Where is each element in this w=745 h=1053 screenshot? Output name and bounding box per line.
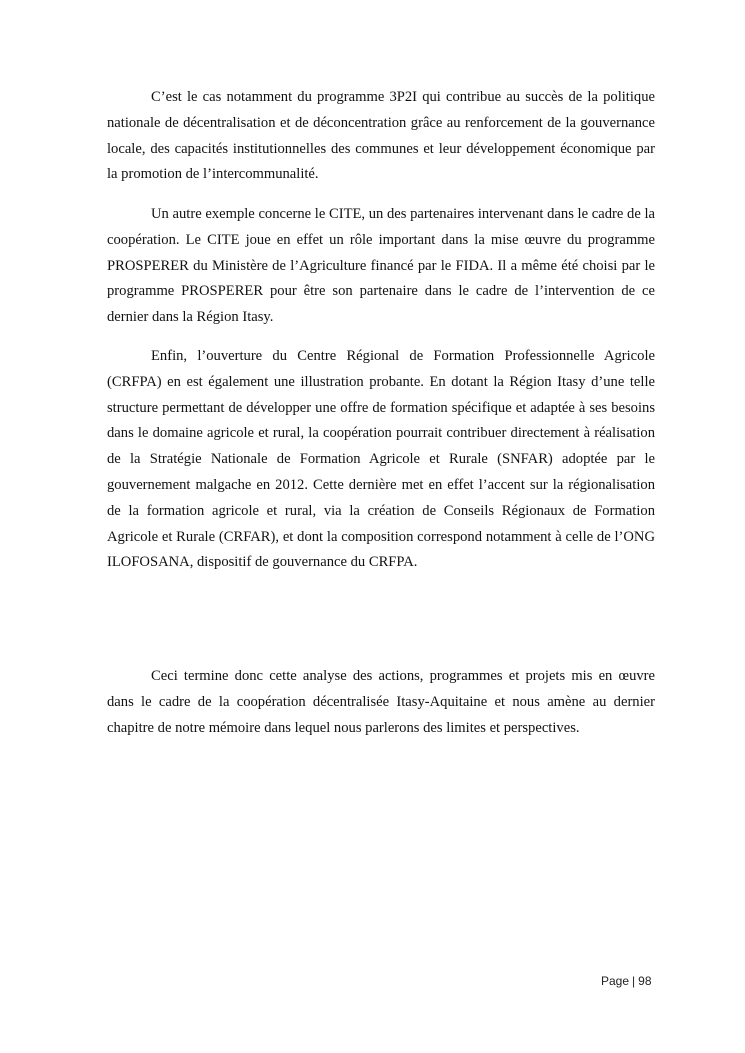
page-number: 98 — [638, 974, 652, 988]
paragraph-text: C’est le cas notamment du programme 3P2I qui contribue au succès de la politique nationale de décentralisation et de déconcentration grâce au renforcement de la gouvernance locale, des capacités institutionnelles des communes et leur développement économique par la promotion de l’intercommunalité. — [107, 89, 655, 183]
paragraph-conclusion — [107, 664, 655, 741]
paragraph-text: Enfin, l’ouverture du Centre Régional de Formation Professionnelle Agricole (CRFPA) en est également une illustration probante. En dotant la Région Itasy d’une telle structure permettant de développer une offre de formation spécifique et adaptée à ses besoins dans le domaine agricole et rural, la coopération pourrait contribuer directement à réalisation de la Stratégie Nationale de Formation Agricole et Rurale (SNFAR) adoptée par le gouvernement malgache en 2012. Cette dernière met en effet l’accent sur la régionalisation de la formation agricole et rural, via la création de Conseils Régionaux de Formation Agricole et Rurale (CRFAR), et dont la composition correspond notamment à celle de l’ONG ILOFOSANA, dispositif de gouvernance du CRFPA. — [107, 348, 655, 571]
paragraph-cite — [107, 202, 655, 331]
page-separator: | — [632, 974, 636, 988]
paragraph-crfpa — [107, 344, 655, 576]
paragraph-text: Ceci termine donc cette analyse des actions, programmes et projets mis en œuvre dans le cadre de la coopération décentralisée Itasy-Aquitaine et nous amène au dernier chapitre de notre mémoire dans lequel nous parlerons des limites et perspectives. — [107, 668, 655, 736]
paragraph-text: Un autre exemple concerne le CITE, un des partenaires intervenant dans le cadre de la coopération. Le CITE joue en effet un rôle important dans la mise œuvre du programme PROSPERER du Ministère de l’Agriculture financé par le FIDA. Il a même été choisi par le programme PROSPERER pour être son partenaire dans le cadre de l’intervention de ce dernier dans la Région Itasy. — [107, 206, 655, 326]
paragraph-programme-3p2i — [107, 85, 655, 188]
page-footer — [601, 974, 652, 988]
page-label: Page — [601, 974, 630, 988]
